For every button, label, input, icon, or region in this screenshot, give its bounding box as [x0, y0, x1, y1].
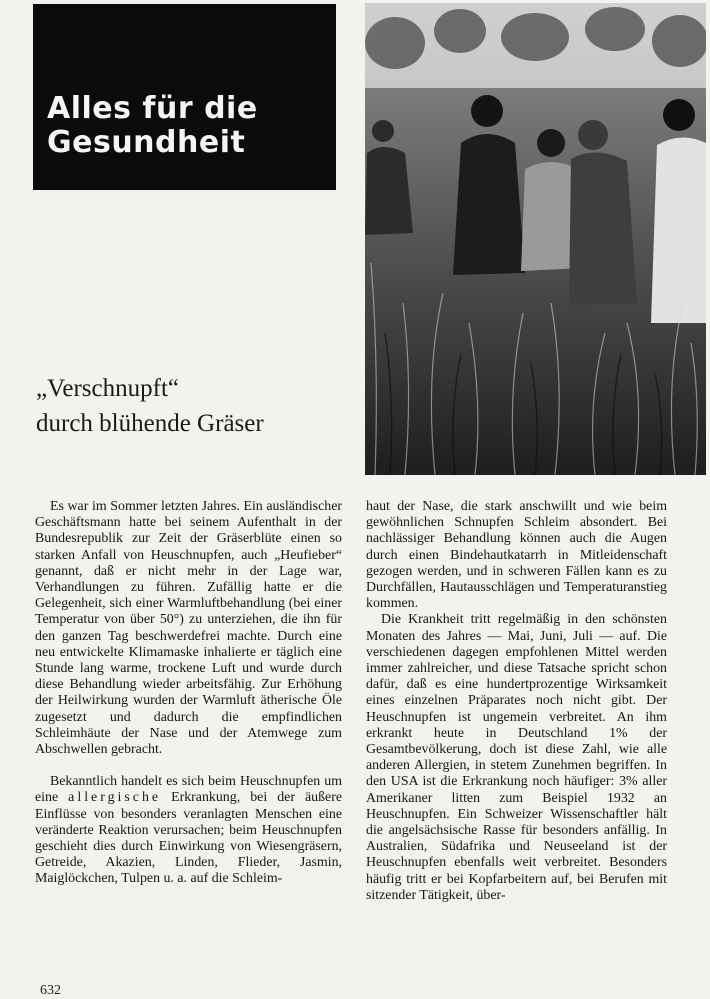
body-paragraph: haut der Nase, die stark anschwillt und wie beim gewöhnlichen Schnupfen Schleim absondert. Bei nachlässiger Behandlung können auch die Augen durch einen Bindehautkatarrh in Mitleidenschaft gezogen werden, und in schweren Fällen kann es zu Durchfällen, Hautausschlägen und Temperaturanstieg kommen.: [366, 499, 667, 612]
emphasized-word: allergische: [68, 790, 162, 806]
body-column-right: [366, 499, 667, 904]
article-subtitle: [36, 371, 264, 441]
paragraph-text: Bekanntlich handelt es sich beim Heuschnupfen um eine: [35, 774, 342, 806]
paragraph-text: Erkrankung, bei der äußere Einflüsse von besonders veranlagten Menschen eine veränderte Reaktion verursachen; beim Heuschnupfen geschieht dies durch Einwirkung von Wiesengräsern, Getreide, Akazien, Linden, Flieder, Jasmin, Maiglöckchen, Tulpen u. a. auf die Schleim-: [35, 790, 342, 887]
body-paragraph: [35, 774, 342, 887]
subtitle-line-2: durch blühende Gräser: [36, 410, 264, 437]
title-line-1: Alles für die: [47, 91, 258, 126]
body-column-left: [35, 499, 342, 888]
article-title: [47, 92, 258, 160]
subtitle-line-1: „Verschnupft“: [36, 375, 179, 402]
page-number: 632: [40, 983, 61, 998]
body-paragraph: Es war im Sommer letzten Jahres. Ein ausländischer Geschäftsmann hatte bei seinem Aufenthalt in der Bundesrepublik zur Zeit der Gräserblüte einen so starken Anfall von Heuschnupfen, auch „Heufieber“ genannt, daß er nicht mehr in der Lage war, Verhandlungen zu führen. Zufällig hatte er die Gelegenheit, sich einer Warmluftbehandlung (bei einer Temperatur von über 50°) zu unterziehen, die ihn für den ganzen Tag beschwerdefrei machte. Durch eine neu entwickelte Klimamaske inhalierte er täglich eine Stunde lang warme, trockene Luft und wurde durch diese Behandlung wieder arbeitsfähig. Zur Erhöhung der Heilwirkung wurden der Warmluft ätherische Öle zugesetzt und dadurch die empfindlichen Schleimhäute der Nase und der Atemwege zum Abschwellen gebracht.: [35, 499, 342, 758]
meadow-photo: [365, 3, 706, 475]
title-block: [33, 4, 336, 190]
body-paragraph: Die Krankheit tritt regelmäßig in den schönsten Monaten des Jahres — Mai, Juni, Juli — auf. Die verschiedenen dagegen empfohlenen Mittel werden immer zahlreicher, und diese Tatsache spricht schon dafür, daß es eine hundertprozentige Wirksamkeit eines einzelnen Präparates noch nicht gibt. Der Heuschnupfen ist ungemein verbreitet. An ihm erkrankt heute in Deutschland 1% der Gesamtbevölkerung, doch ist diese Zahl, wie alle anderen Allergien, in stetem Zunehmen begriffen. In den USA ist die Erkrankung noch häufiger: 3% aller Amerikaner litten zum Beispiel 1932 an Heuschnupfen. Ein Schweizer Wissenschaftler hält die angelsächsische Rasse für besonders anfällig. In Australien, Südafrika und Neuseeland ist der Heuschnupfen ebenfalls weit verbreitet. Besonders häufig tritt er bei Kopfarbeitern auf, bei Berufen mit sitzender Tätigkeit, über-: [366, 612, 667, 903]
title-line-2: Gesundheit: [47, 125, 246, 160]
